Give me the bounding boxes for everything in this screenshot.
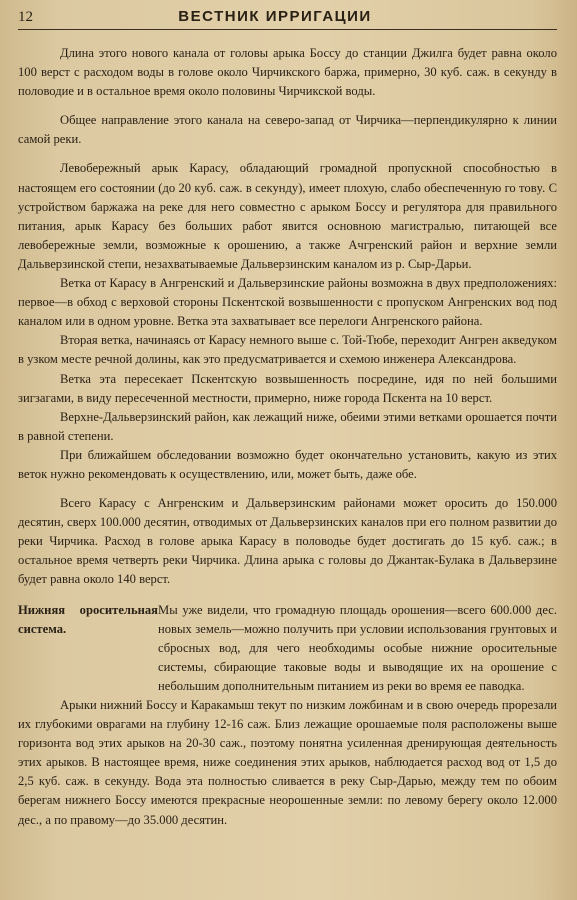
running-title: ВЕСТНИК ИРРИГАЦИИ	[178, 8, 372, 25]
paragraph: Вторая ветка, начинаясь от Карасу немного выше с. Той-Тюбе, переходит Ангрен акведуком в узком месте речной долины, как это предусматривается и схемою инженера Александрова.	[18, 333, 557, 367]
paragraph: Левобережный арык Карасу, обладающий громадной пропускной способностью в настоящем его состоянии (до 20 куб. саж. в секунду), имеет плохую, слабо обеспеченную го товy. С устройством баржажа на реке для него совместно с арыком Боссу и регулятора для правильного питания, арык Карасу без больших работ явится основною магистралью, питающей все левобережные земли, возможные к орошению, а также Ачгренский район и верхние земли Дальверзинской степи, незахватываемые Дальверзинским каналом из р. Сыр-Дарьи.	[18, 161, 557, 271]
paragraph: Арыки нижний Боссу и Каракамыш текут по низким ложбинам и в свою очередь прорезали их глубокими оврагами на глубину 12-16 саж. Близ лежащие орошаемые поля расположены выше горизонта вод этих арыков на 20-30 саж., поэтому понятна усиленная дренирующая деятельность этих арыков. В настоящее время, ниже соединения этих арыков, наблюдается расход вод от 1,5 до 2,5 куб. саж. в секунду. Вода эта полностью сливается в реку Сыр-Дарью, между тем по обоим берегам нижнего Боссу имеются прекрасные неорошенные земли: по левому берегу около 12.000 дес., а по правому—до 35.000 десятин.	[18, 698, 557, 827]
paragraph: Общее направление этого канала на северо-запад от Чирчика—перпендикулярно к линии самой реки.	[18, 113, 557, 147]
section-heading: Нижняя оросительная система.	[18, 602, 158, 636]
paragraph: Длина этого нового канала от головы арыка Боссу до станции Джилга будет равна около 100 верст с расходом воды в голове около Чирчикского бaржа, примерно, 30 куб. саж. в секунду в половодие и в остальное время около половины Чирчикской воды.	[18, 46, 557, 99]
paragraph: Всего Карасу с Ангренским и Дальверзинским районами может оросить до 150.000 десятин, сверх 100.000 десятин, отводимых от Дальверзинских каналов при его полном развитии до реки Чирчика. Расход в голове арыка Карасу в половодье будет достигать до 15 куб. саж.; в остальное время четверть реки Чирчика. Длина арыка с головы до Джантак-Булака в Дальверзине будет равна около 140 верст.	[18, 496, 557, 587]
page-number: 12	[18, 9, 33, 25]
article-body	[18, 44, 557, 830]
page-header	[18, 8, 557, 30]
paragraph: Ветка от Карасу в Ангренский и Дальверзинские районы возможна в двух предположениях: первое—в обход с верховой стороны Пскентской возвышенности с пропуском Ангренских вод под каналом или в одном уровне. Ветка эта захватывает все перелоги Ангренского района.	[18, 276, 557, 329]
paragraph: Ветка эта пересекает Пскентскую возвышенность посредине, идя по ней большими зигзагами, в виду пересеченной местности, примерно, ниже города Пскента на 10 верст.	[18, 371, 557, 405]
section-intro: Мы уже видели, что громадную площадь орошения—всего 600.000 дес. новых земель—можно получить при условии использования грунтовых и сбросных вод, для чего необходимы особые нижние оросительные системы, сбирающие таковые воды и выводящие их на орошение с небольшим дополнительным питанием из реки во время ее паводка.	[158, 602, 557, 693]
paragraph: При ближайшем обследовании возможно будет окончательно установить, какую из этих веток нужно рекомендовать к осуществлению, или, может быть, даже обе.	[18, 447, 557, 481]
paragraph: Верхне-Дальверзинский район, как лежащий ниже, обеими этими ветками орошается почти в равной степени.	[18, 409, 557, 443]
section-block	[18, 601, 557, 696]
